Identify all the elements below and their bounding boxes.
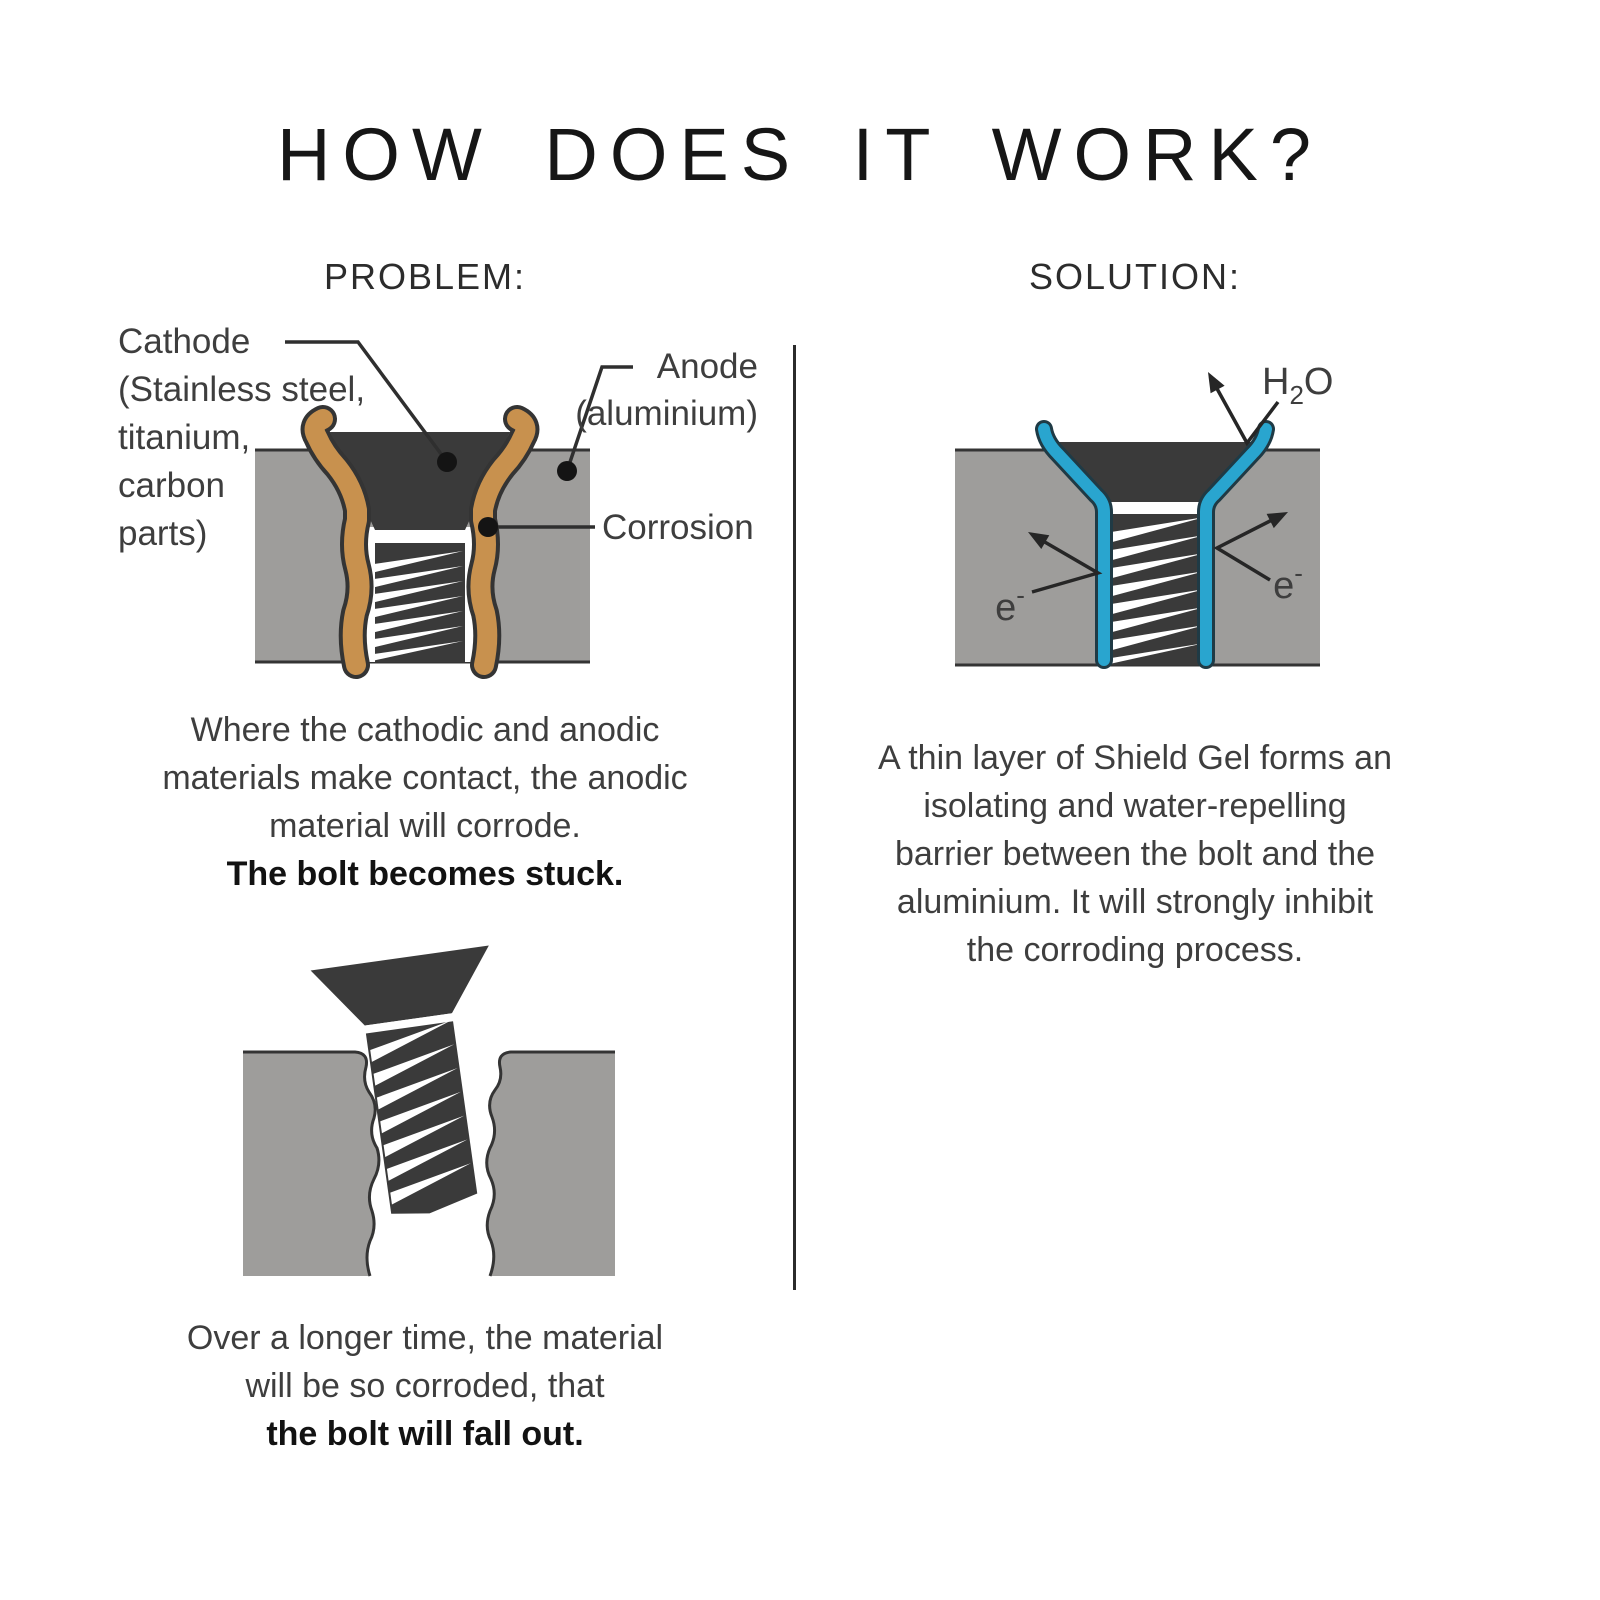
solution-header: SOLUTION:: [1028, 256, 1242, 297]
svg-text:carbon: carbon: [118, 466, 226, 505]
svg-text:(aluminium): (aluminium): [575, 394, 758, 433]
svg-text:(Stainless steel,: (Stainless steel,: [118, 370, 366, 409]
problem-caption-1: [75, 706, 775, 898]
caption-line-bold: The bolt becomes stuck.: [226, 855, 624, 893]
problem-corrosion-diagram: [110, 315, 790, 695]
anode-dot: [557, 461, 577, 481]
solution-gel-diagram: [900, 330, 1400, 680]
caption-line: Over a longer time, the material: [186, 1319, 664, 1357]
svg-text:Cathode: Cathode: [118, 322, 251, 361]
caption-line: barrier between the bolt and the: [894, 835, 1376, 873]
column-divider: [793, 345, 796, 1290]
corrosion-dot: [478, 517, 498, 537]
caption-line: isolating and water-repelling: [923, 787, 1347, 825]
water-label: $H_2O$: [1262, 361, 1334, 410]
cathode-dot: [437, 452, 457, 472]
problem-fallout-diagram: [195, 920, 655, 1290]
caption-line-bold: the bolt will fall out.: [266, 1415, 584, 1453]
svg-text:parts): parts): [118, 514, 208, 553]
caption-line: the corroding process.: [966, 931, 1304, 969]
caption-line: Where the cathodic and anodic: [190, 711, 660, 749]
caption-line: A thin layer of Shield Gel forms an: [877, 739, 1393, 777]
svg-text:Anode: Anode: [656, 347, 758, 386]
caption-line: materials make contact, the anodic: [162, 759, 688, 797]
material-block-right: [487, 1052, 615, 1276]
problem-caption-2: [75, 1314, 775, 1458]
bolt-head: [311, 945, 498, 1031]
anode-label: [575, 347, 758, 433]
svg-text:titanium,: titanium,: [118, 418, 251, 457]
caption-line: aluminium. It will strongly inhibit: [896, 883, 1374, 921]
problem-header: PROBLEM:: [323, 256, 527, 297]
caption-line: material will corrode.: [269, 807, 581, 845]
material-block-left: [243, 1052, 379, 1276]
caption-line: will be so corroded, that: [245, 1367, 605, 1405]
page-title: HOW DOES IT WORK?: [276, 113, 1324, 196]
corrosion-label: Corrosion: [602, 508, 754, 547]
electron-label-right: e-: [1273, 558, 1303, 607]
solution-caption: [835, 734, 1435, 974]
electron-label-left: e-: [995, 580, 1025, 629]
